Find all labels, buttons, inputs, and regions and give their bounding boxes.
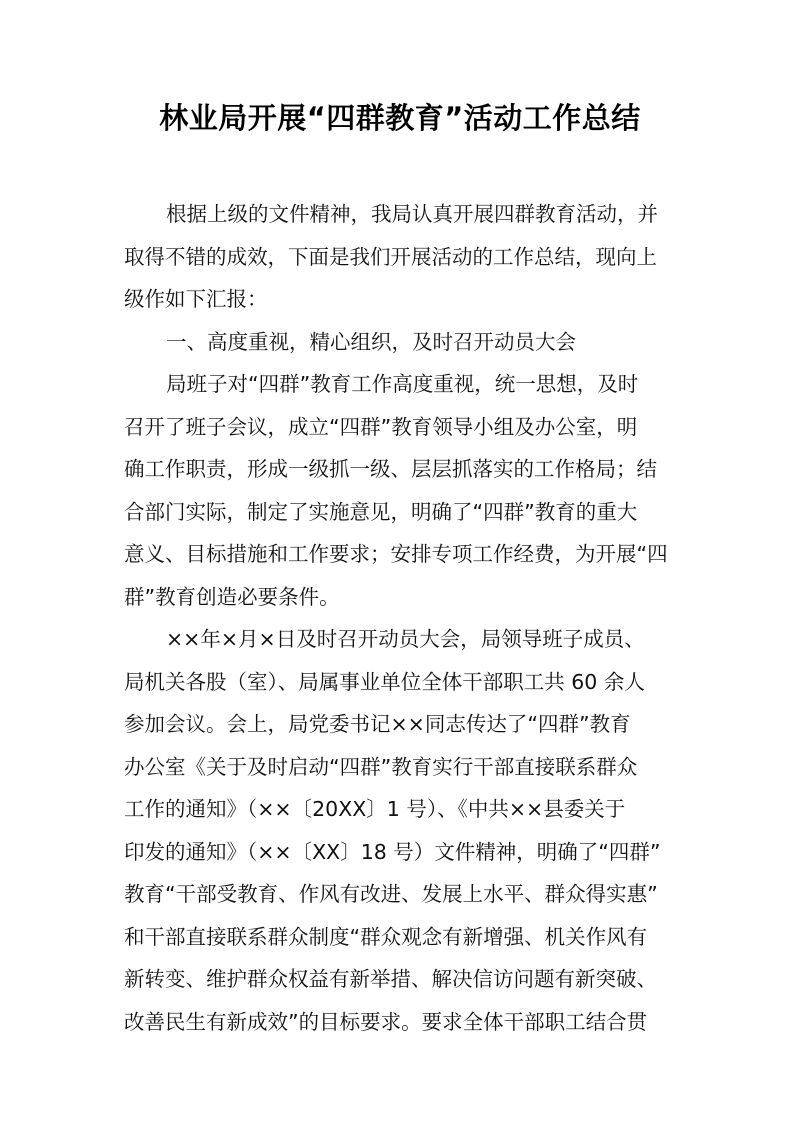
paragraph-line: 合部门实际，制定了实施意见，明确了“四群”教育的重大 bbox=[124, 500, 638, 524]
paragraph-line: 新转变、维护群众权益有新举措、解决信访问题有新突破、 bbox=[124, 967, 657, 991]
section-heading: 一、高度重视，精心组织，及时召开动员大会 bbox=[166, 330, 576, 354]
paragraph-line: 取得不错的成效，下面是我们开展活动的工作总结，现向上 bbox=[124, 245, 657, 269]
paragraph-line: 根据上级的文件精神，我局认真开展四群教育活动，并 bbox=[166, 202, 658, 226]
paragraph-line: 改善民生有新成效”的目标要求。要求全体干部职工结合贯 bbox=[124, 1010, 648, 1034]
paragraph-line: 意义、目标措施和工作要求；安排专项工作经费，为开展“四 bbox=[124, 542, 668, 566]
document-title: 林业局开展“四群教育”活动工作总结 bbox=[159, 101, 641, 135]
paragraph-line: 教育“干部受教育、作风有改进、发展上水平、群众得实惠” bbox=[124, 882, 658, 906]
paragraph-line: 级作如下汇报： bbox=[124, 287, 268, 311]
paragraph-line: 和干部直接联系群众制度“群众观念有新增强、机关作风有 bbox=[124, 925, 648, 949]
paragraph-line: 局班子对“四群”教育工作高度重视，统一思想，及时 bbox=[166, 372, 639, 396]
paragraph-line: ××年×月×日及时召开动员大会，局领导班子成员、 bbox=[166, 627, 645, 651]
paragraph-line: 群”教育创造必要条件。 bbox=[124, 585, 340, 609]
paragraph-line: 局机关各股（室）、局属事业单位全体干部职工共 60 余人 bbox=[124, 670, 645, 694]
paragraph-line: 参加会议。会上，局党委书记××同志传达了“四群”教育 bbox=[124, 712, 631, 736]
paragraph-line: 印发的通知》（××〔XX〕18 号）文件精神，明确了“四群” bbox=[124, 840, 661, 864]
paragraph-line: 办公室《关于及时启动“四群”教育实行干部直接联系群众 bbox=[124, 755, 638, 779]
paragraph-line: 确工作职责，形成一级抓一级、层层抓落实的工作格局；结 bbox=[124, 457, 657, 481]
paragraph-line: 工作的通知》（××〔20XX〕1 号）、《中共××县委关于 bbox=[124, 797, 626, 821]
paragraph-line: 召开了班子会议，成立“四群”教育领导小组及办公室，明 bbox=[124, 415, 638, 439]
